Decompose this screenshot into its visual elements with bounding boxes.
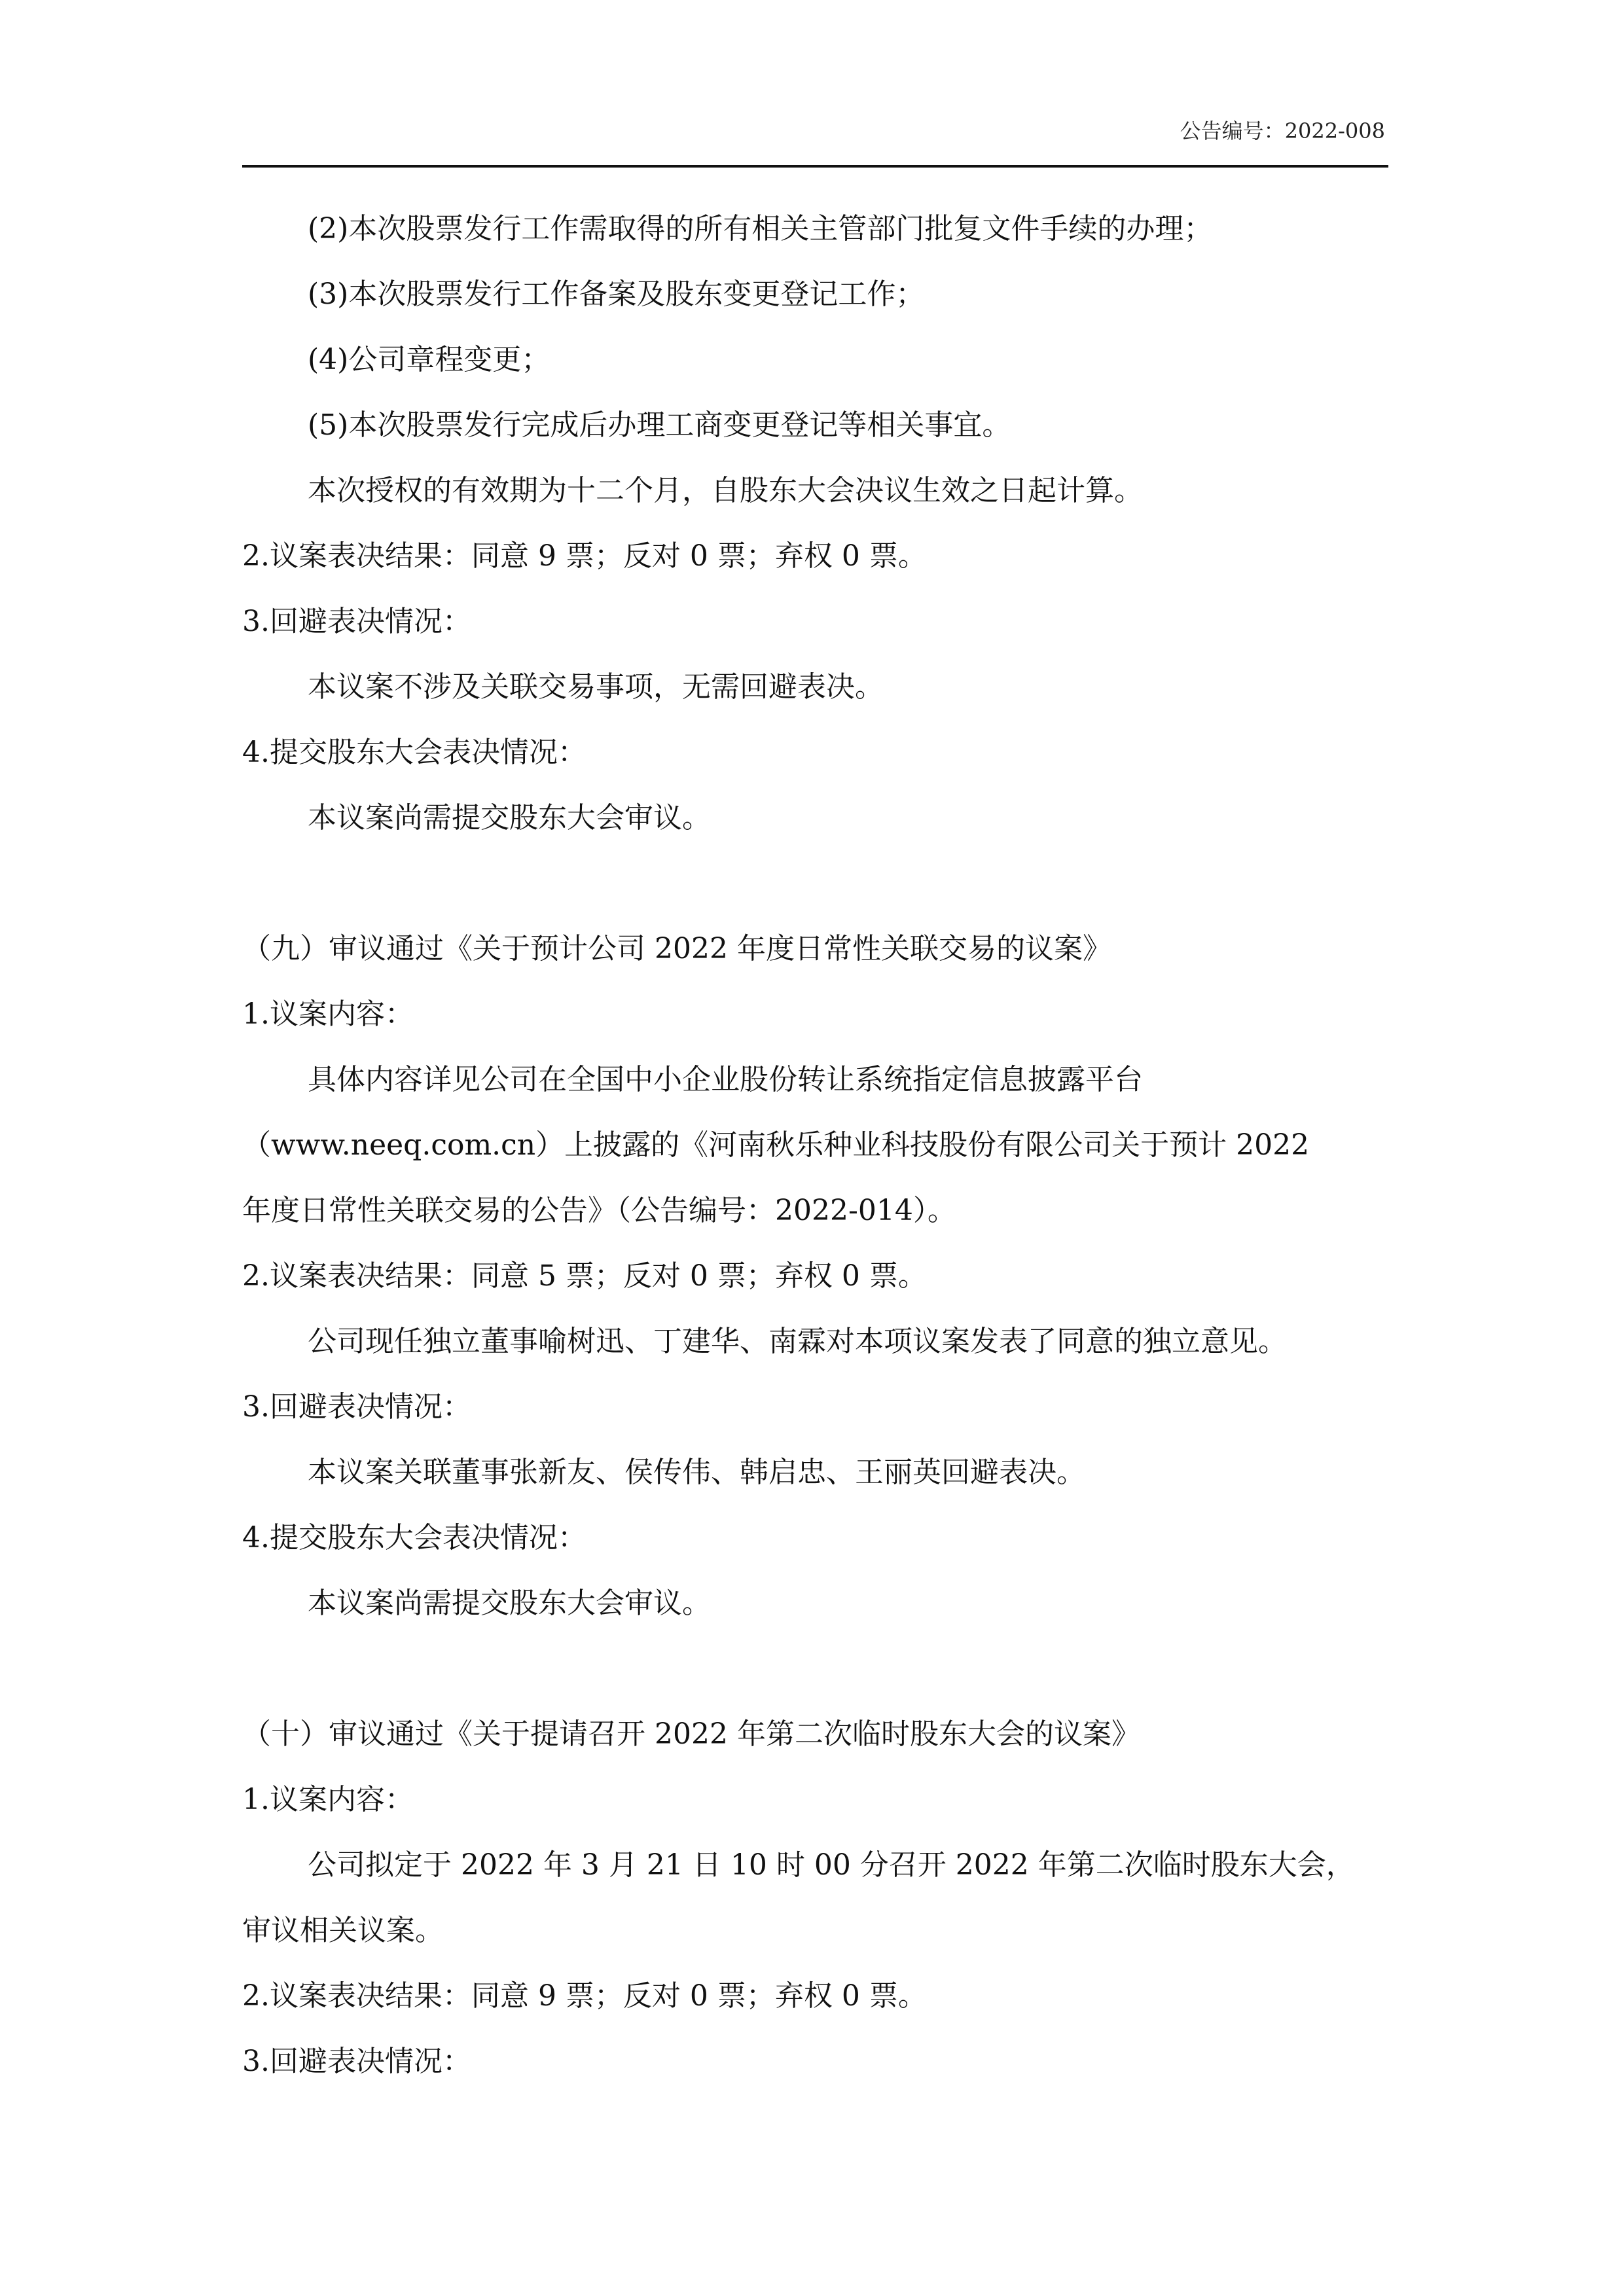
vote-result: 2.议案表决结果：同意 9 票；反对 0 票；弃权 0 票。: [242, 539, 927, 573]
paragraph: (3)本次股票发行工作备案及股东变更登记工作；: [308, 278, 925, 311]
vote-result: 2.议案表决结果：同意 9 票；反对 0 票；弃权 0 票。: [242, 1979, 927, 2013]
paragraph: (2)本次股票发行工作需取得的所有相关主管部门批复文件手续的办理；: [308, 212, 1213, 245]
paragraph: 公司现任独立董事喻树迅、丁建华、南霖对本项议案发表了同意的独立意见。: [308, 1325, 1287, 1358]
spacer: [242, 851, 1388, 916]
section-heading: 1.议案内容：: [242, 1783, 414, 1816]
announcement-code: 公告编号：2022-008: [1180, 118, 1385, 143]
paragraph-line: （www.neeq.com.cn）上披露的《河南秋乐种业科技股份有限公司关于预计 2022: [242, 1128, 1310, 1162]
paragraph: 本议案尚需提交股东大会审议。: [308, 1587, 711, 1620]
paragraph-line: 具体内容详见公司在全国中小企业股份转让系统指定信息披露平台: [308, 1063, 1143, 1096]
section-heading: 3.回避表决情况：: [242, 1390, 471, 1424]
paragraph: 本次授权的有效期为十二个月，自股东大会决议生效之日起计算。: [308, 474, 1143, 507]
paragraph-line: 公司拟定于 2022 年 3 月 21 日 10 时 00 分召开 2022 年第二次临时股东大会，: [308, 1848, 1355, 1882]
paragraph: 本议案尚需提交股东大会审议。: [308, 801, 711, 834]
paragraph: 本议案关联董事张新友、侯传伟、韩启忠、王丽英回避表决。: [308, 1456, 1085, 1489]
section-heading: 4.提交股东大会表决情况：: [242, 736, 586, 769]
vote-result: 2.议案表决结果：同意 5 票；反对 0 票；弃权 0 票。: [242, 1259, 927, 1293]
section-heading: 3.回避表决情况：: [242, 605, 471, 638]
paragraph: (4)公司章程变更；: [308, 343, 550, 376]
paragraph-line: 审议相关议案。: [242, 1914, 444, 1947]
paragraph-line: 年度日常性关联交易的公告》（公告编号：2022-014）。: [242, 1194, 956, 1227]
document-body: [242, 196, 1388, 2094]
section-heading: 3.回避表决情况：: [242, 2045, 471, 2078]
header-divider: [242, 165, 1388, 168]
spacer: [242, 1636, 1388, 1702]
paragraph: 本议案不涉及关联交易事项，无需回避表决。: [308, 670, 884, 704]
section-heading: 4.提交股东大会表决情况：: [242, 1521, 586, 1554]
section-heading: 1.议案内容：: [242, 997, 414, 1031]
motion-title-9: （九）审议通过《关于预计公司 2022 年度日常性关联交易的议案》: [242, 932, 1111, 965]
motion-title-10: （十）审议通过《关于提请召开 2022 年第二次临时股东大会的议案》: [242, 1717, 1140, 1751]
paragraph: (5)本次股票发行完成后办理工商变更登记等相关事宜。: [308, 408, 1011, 442]
